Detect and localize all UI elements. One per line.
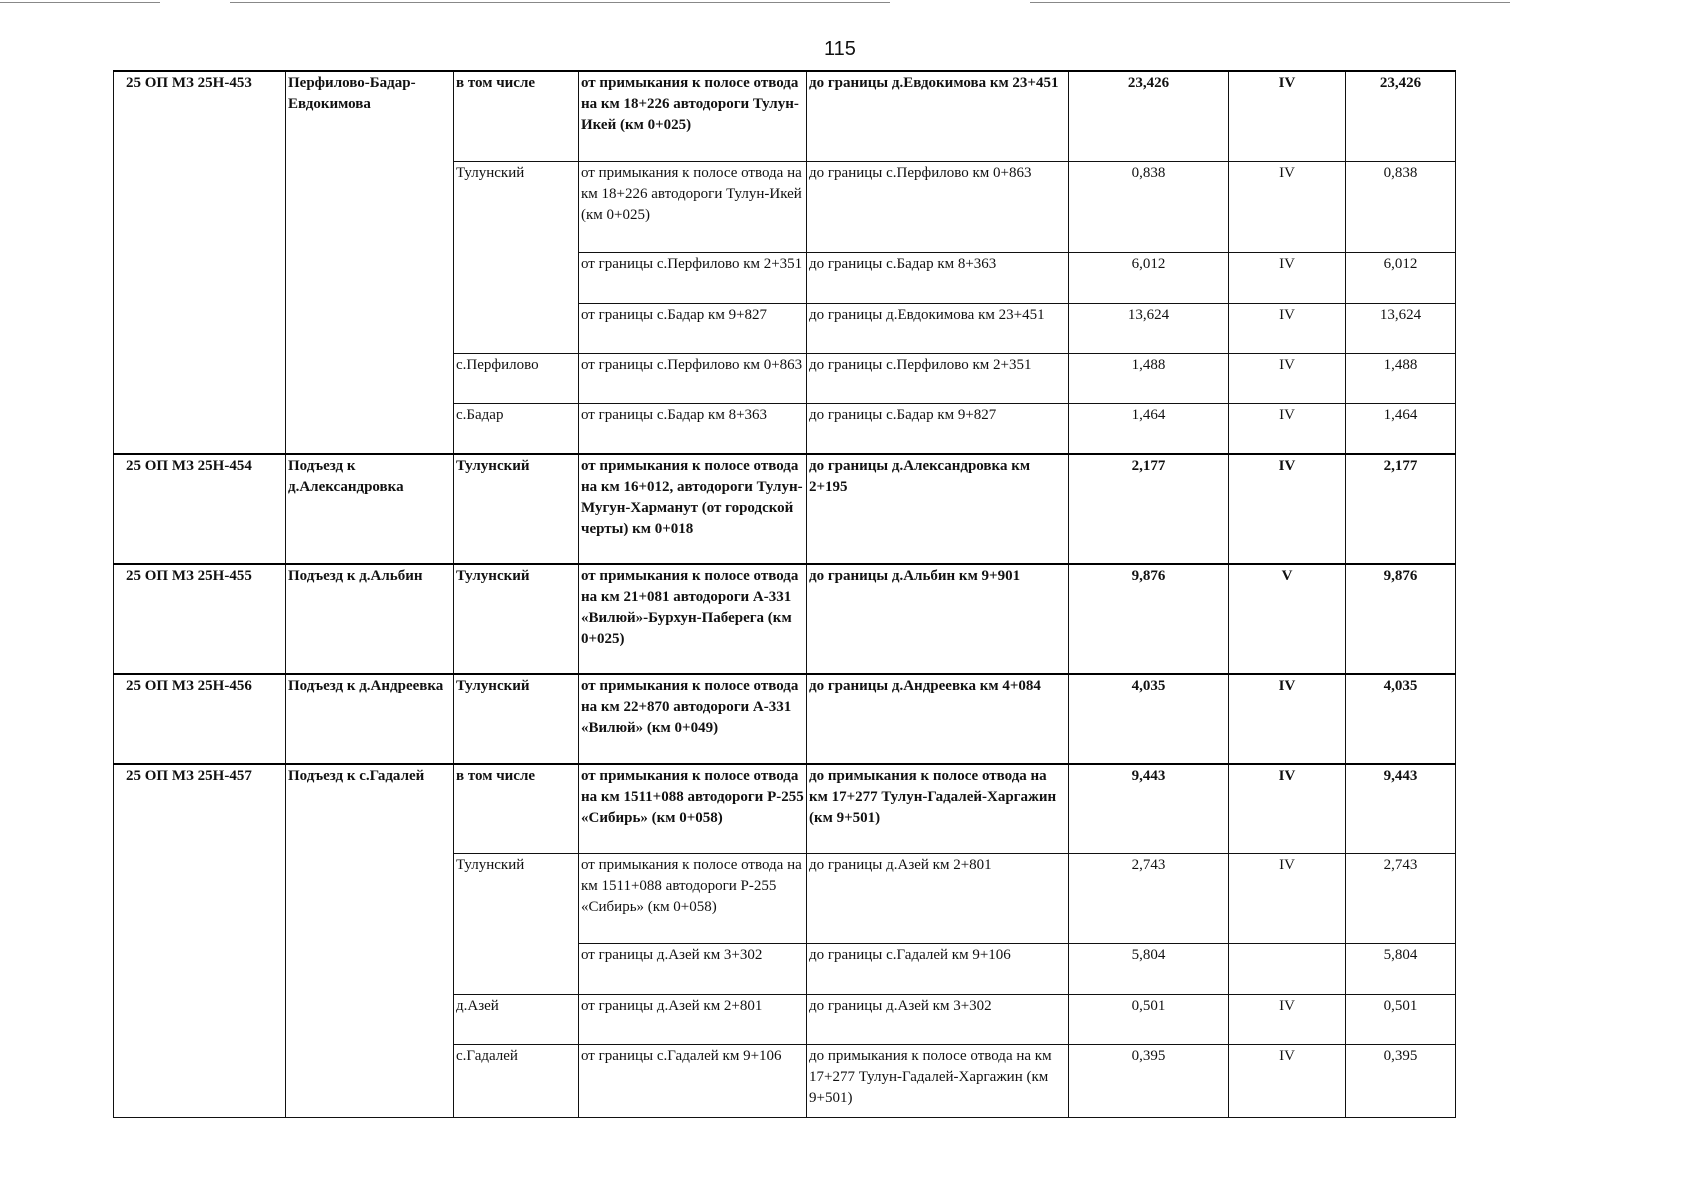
category-cell: IV <box>1229 454 1346 564</box>
category-cell: IV <box>1229 994 1346 1044</box>
from-cell: от границы с.Бадар км 8+363 <box>579 403 807 454</box>
category-cell: V <box>1229 564 1346 674</box>
category-cell: IV <box>1229 161 1346 252</box>
total-cell: 0,395 <box>1346 1044 1456 1117</box>
category-cell <box>1229 943 1346 994</box>
from-cell: от примыкания к полосе отвода на км 21+081 автодороги А-331 «Вилюй»-Бурхун-Паберега (км 0+025) <box>579 564 807 674</box>
to-cell: до границы с.Перфилово км 0+863 <box>807 161 1069 252</box>
area-cell: Тулунский <box>454 853 579 994</box>
category-cell: IV <box>1229 403 1346 454</box>
total-cell: 5,804 <box>1346 943 1456 994</box>
from-cell: от примыкания к полосе отвода на км 1511+088 автодороги Р-255 «Сибирь» (км 0+058) <box>579 853 807 943</box>
to-cell: до границы д.Азей км 3+302 <box>807 994 1069 1044</box>
total-cell: 0,838 <box>1346 161 1456 252</box>
from-cell: от примыкания к полосе отвода на км 18+226 автодороги Тулун-Икей (км 0+025) <box>579 161 807 252</box>
length-cell: 5,804 <box>1069 943 1229 994</box>
length-cell: 2,743 <box>1069 853 1229 943</box>
from-cell: от границы с.Перфилово км 2+351 <box>579 252 807 303</box>
length-cell: 0,838 <box>1069 161 1229 252</box>
length-cell: 4,035 <box>1069 674 1229 764</box>
to-cell: до примыкания к полосе отвода на км 17+277 Тулун-Гадалей-Харгажин (км 9+501) <box>807 1044 1069 1117</box>
table-row <box>114 71 1456 161</box>
to-cell: до границы с.Бадар км 8+363 <box>807 252 1069 303</box>
total-cell: 2,177 <box>1346 454 1456 564</box>
total-cell: 6,012 <box>1346 252 1456 303</box>
to-cell: до границы с.Бадар км 9+827 <box>807 403 1069 454</box>
road-name-cell: Подъезд к с.Гадалей <box>286 764 454 1117</box>
area-cell: д.Азей <box>454 994 579 1044</box>
length-cell: 0,395 <box>1069 1044 1229 1117</box>
length-cell: 6,012 <box>1069 252 1229 303</box>
area-cell: с.Гадалей <box>454 1044 579 1117</box>
from-cell: от границы с.Гадалей км 9+106 <box>579 1044 807 1117</box>
road-code-cell: 25 ОП МЗ 25Н-453 <box>114 71 286 454</box>
page-number: 115 <box>824 38 856 60</box>
from-cell: от границы д.Азей км 3+302 <box>579 943 807 994</box>
total-cell: 9,876 <box>1346 564 1456 674</box>
from-cell: от примыкания к полосе отвода на км 1511+088 автодороги Р-255 «Сибирь» (км 0+058) <box>579 764 807 853</box>
length-cell: 0,501 <box>1069 994 1229 1044</box>
length-cell: 23,426 <box>1069 71 1229 161</box>
area-cell: с.Бадар <box>454 403 579 454</box>
category-cell: IV <box>1229 1044 1346 1117</box>
road-code-cell: 25 ОП МЗ 25Н-454 <box>114 454 286 564</box>
scan-edge-line-left <box>0 2 160 3</box>
category-cell: IV <box>1229 353 1346 403</box>
from-cell: от границы д.Азей км 2+801 <box>579 994 807 1044</box>
area-cell: с.Перфилово <box>454 353 579 403</box>
area-cell: в том числе <box>454 764 579 853</box>
total-cell: 4,035 <box>1346 674 1456 764</box>
length-cell: 9,443 <box>1069 764 1229 853</box>
area-cell: Тулунский <box>454 161 579 353</box>
category-cell: IV <box>1229 71 1346 161</box>
road-code-cell: 25 ОП МЗ 25Н-455 <box>114 564 286 674</box>
total-cell: 1,488 <box>1346 353 1456 403</box>
length-cell: 1,464 <box>1069 403 1229 454</box>
table-row <box>114 564 1456 674</box>
area-cell: Тулунский <box>454 454 579 564</box>
length-cell: 13,624 <box>1069 303 1229 353</box>
to-cell: до границы д.Александровка км 2+195 <box>807 454 1069 564</box>
from-cell: от примыкания к полосе отвода на км 18+226 автодороги Тулун-Икей (км 0+025) <box>579 71 807 161</box>
road-name-cell: Подъезд к д.Александровка <box>286 454 454 564</box>
to-cell: до границы д.Евдокимова км 23+451 <box>807 303 1069 353</box>
length-cell: 9,876 <box>1069 564 1229 674</box>
total-cell: 23,426 <box>1346 71 1456 161</box>
table-row <box>114 674 1456 764</box>
length-cell: 1,488 <box>1069 353 1229 403</box>
area-cell: Тулунский <box>454 674 579 764</box>
category-cell: IV <box>1229 853 1346 943</box>
category-cell: IV <box>1229 674 1346 764</box>
category-cell: IV <box>1229 252 1346 303</box>
total-cell: 13,624 <box>1346 303 1456 353</box>
scan-edge-line-mid <box>230 2 890 3</box>
table-row <box>114 454 1456 564</box>
from-cell: от примыкания к полосе отвода на км 22+870 автодороги А-331 «Вилюй» (км 0+049) <box>579 674 807 764</box>
road-name-cell: Перфилово-Бадар-Евдокимова <box>286 71 454 454</box>
to-cell: до границы с.Гадалей км 9+106 <box>807 943 1069 994</box>
total-cell: 2,743 <box>1346 853 1456 943</box>
table-row <box>114 764 1456 853</box>
total-cell: 9,443 <box>1346 764 1456 853</box>
area-cell: в том числе <box>454 71 579 161</box>
to-cell: до границы д.Андреевка км 4+084 <box>807 674 1069 764</box>
roads-table <box>113 70 1456 1118</box>
road-code-cell: 25 ОП МЗ 25Н-457 <box>114 764 286 1117</box>
to-cell: до границы д.Евдокимова км 23+451 <box>807 71 1069 161</box>
area-cell: Тулунский <box>454 564 579 674</box>
length-cell: 2,177 <box>1069 454 1229 564</box>
to-cell: до границы д.Альбин км 9+901 <box>807 564 1069 674</box>
road-code-cell: 25 ОП МЗ 25Н-456 <box>114 674 286 764</box>
from-cell: от границы с.Перфилово км 0+863 <box>579 353 807 403</box>
road-name-cell: Подъезд к д.Альбин <box>286 564 454 674</box>
category-cell: IV <box>1229 764 1346 853</box>
total-cell: 0,501 <box>1346 994 1456 1044</box>
road-name-cell: Подъезд к д.Андреевка <box>286 674 454 764</box>
to-cell: до границы с.Перфилово км 2+351 <box>807 353 1069 403</box>
from-cell: от границы с.Бадар км 9+827 <box>579 303 807 353</box>
to-cell: до границы д.Азей км 2+801 <box>807 853 1069 943</box>
category-cell: IV <box>1229 303 1346 353</box>
to-cell: до примыкания к полосе отвода на км 17+277 Тулун-Гадалей-Харгажин (км 9+501) <box>807 764 1069 853</box>
from-cell: от примыкания к полосе отвода на км 16+012, автодороги Тулун-Мугун-Харманут (от городской черты) км 0+018 <box>579 454 807 564</box>
total-cell: 1,464 <box>1346 403 1456 454</box>
scan-edge-line-right <box>1030 2 1510 3</box>
